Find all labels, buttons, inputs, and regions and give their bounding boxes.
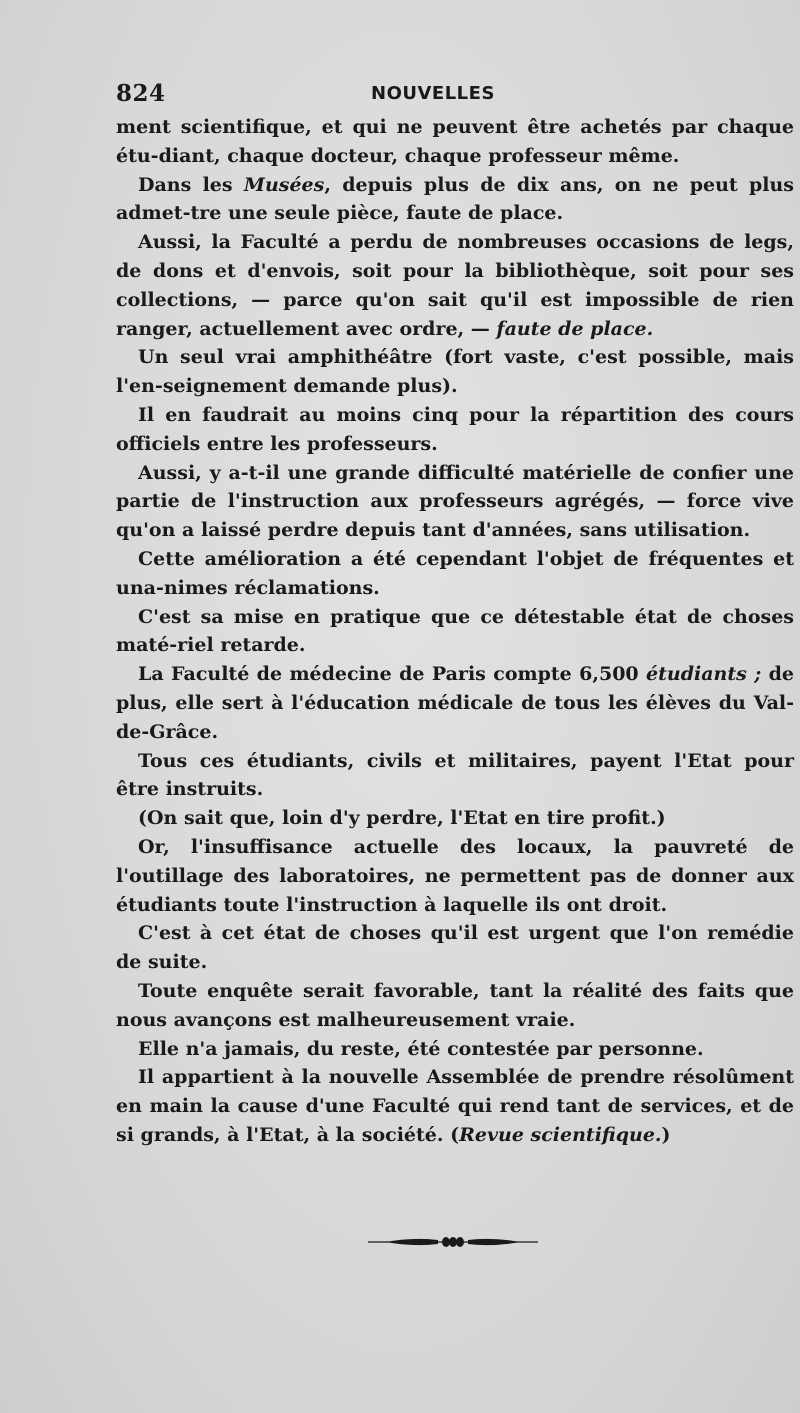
end-ornament-rule [368, 1235, 538, 1249]
italic-run: étudiants ; [646, 663, 762, 686]
italic-run: faute de place. [496, 317, 654, 340]
text-run: Dans les [138, 173, 244, 196]
paragraph [116, 459, 794, 545]
text-run: Un seul vrai amphithéâtre (fort vaste, c'est possible, mais l'en-seignement demande plus). [116, 346, 794, 398]
paragraph [116, 113, 794, 171]
paragraph [116, 401, 794, 459]
paragraph [116, 1063, 794, 1149]
article-text [116, 113, 794, 1150]
running-head: NOUVELLES [371, 83, 495, 104]
text-run: Elle n'a jamais, du reste, été contestée par personne. [138, 1037, 704, 1060]
text-run: La Faculté de médecine de Paris compte 6,500 [138, 663, 647, 686]
paragraph [116, 977, 794, 1035]
text-run: Aussi, la Faculté a perdu de nombreuses occasions de legs, de dons et d'envois, soit pour la bibliothèque, soit pour ses collections, — parce qu'on sait qu'il est impossible de rien ranger, actuellement avec ordre, — [116, 231, 794, 340]
paragraph [116, 833, 794, 919]
paragraph [116, 747, 794, 805]
paragraph [116, 545, 794, 603]
paragraph [116, 171, 794, 229]
paragraph [116, 228, 794, 343]
text-run: Aussi, y a-t-il une grande difficulté matérielle de confier une partie de l'instruction aux professeurs agrégés, — force vive qu'on a laissé perdre depuis tant d'années, sans utilisation. [116, 461, 794, 542]
italic-run: Revue scientifique. [459, 1123, 662, 1146]
text-run: Il appartient à la nouvelle Assemblée de prendre résolûment en main la cause d'une Faculté qui rend tant de services, et de si grands, à l'Etat, à la société. ( [116, 1066, 794, 1146]
paragraph [116, 603, 794, 661]
paragraph [116, 919, 794, 977]
text-run: Il en faudrait au moins cinq pour la répartition des cours officiels entre les professeurs. [116, 403, 794, 455]
text-run: C'est à cet état de choses qu'il est urgent que l'on remédie de suite. [116, 922, 794, 974]
paragraph [116, 660, 794, 746]
text-run: Or, l'insuffisance actuelle des locaux, la pauvreté de l'outillage des laboratoires, ne permettent pas de donner aux étudiants toute l'instruction à laquelle ils ont droit. [116, 835, 794, 916]
page-number: 824 [116, 80, 166, 107]
text-run: ) [661, 1123, 671, 1146]
paragraph [116, 804, 794, 833]
page-header [116, 80, 796, 110]
paragraph [116, 1035, 794, 1064]
text-run: , depuis plus de dix ans, on ne peut plus admet-tre une seule pièce, faute de place. [116, 173, 795, 225]
text-run: Toute enquête serait favorable, tant la réalité des faits que nous avançons est malheureusement vraie. [116, 979, 794, 1031]
italic-run: Musées [243, 173, 325, 196]
text-run: de plus, elle sert à l'éducation médicale de tous les élèves du Val-de-Grâce. [116, 663, 794, 743]
text-run: ment scientifique, et qui ne peuvent être achetés par chaque étu-diant, chaque docteur, chaque professeur même. [116, 116, 794, 167]
paragraph [116, 343, 794, 401]
text-run: C'est sa mise en pratique que ce détestable état de choses maté-riel retarde. [116, 605, 794, 657]
text-run: Tous ces étudiants, civils et militaires, payent l'Etat pour être instruits. [116, 749, 794, 801]
text-run: Cette amélioration a été cependant l'objet de fréquentes et una-nimes réclamations. [116, 547, 794, 599]
text-run: (On sait que, loin d'y perdre, l'Etat en tire profit.) [138, 807, 666, 830]
